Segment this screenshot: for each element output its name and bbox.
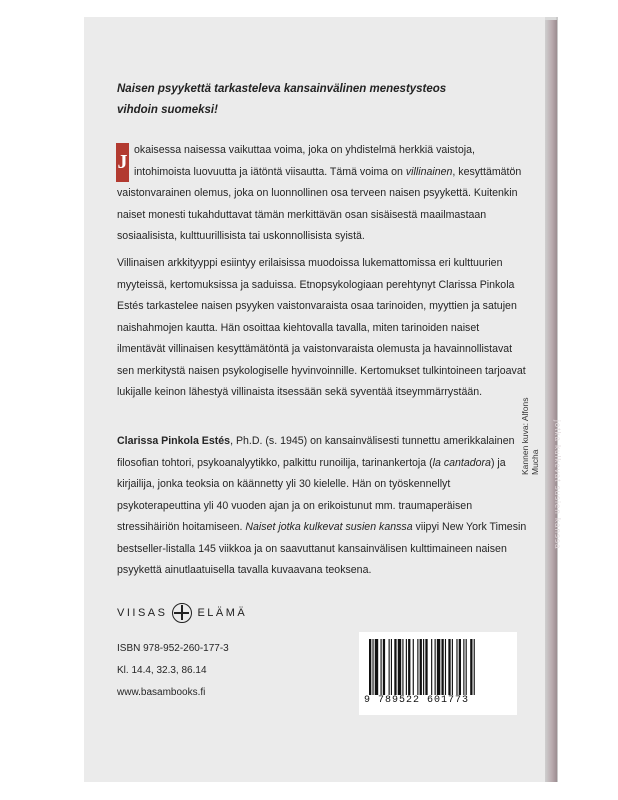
isbn: ISBN 978-952-260-177-3 [117, 643, 229, 654]
barcode-bar [413, 639, 414, 695]
bio-text-2: ) ja kirjailija, jonka teoksia on käännetty yli 30 kielelle. Hän on työskennellyt psykoterapeuttina yli 40 vuoden ajan ja on erikoistunut mm. traumaperäisen stressihäiriön hoitamiseen. [117, 456, 506, 533]
publisher-website: www.basambooks.fi [117, 687, 206, 698]
barcode-bar [425, 639, 427, 695]
barcode-bar [459, 639, 461, 695]
barcode-bar [372, 639, 373, 695]
barcode-bar [452, 639, 453, 695]
archetype-paragraph: Villinaisen arkkityyppi esiintyy erilaisissa muodoissa lukemattomissa eri kulttuurien myyteissä, kertomuksissa ja saduissa. Etnopsykologiaan perehtynyt Clarissa Pinkola Estés tarkastelee naisen psyyken vaistonvaraista osaa tarinoiden, myyttien ja satujen naishahmojen kautta. Hän osoittaa kiehtovalla tavalla, miten tarinoiden naiset ilmentävät villinaisen kesyttämätöntä ja vaistonvaraista olemusta ja havainnollistavat sen merkitystä naisen psykologiselle hyvinvoinnille. Kertomukset tulkintoineen tarjoavat lukijalle keinon lähestyä villinaista itsessään sekä syventää itseymmärrystään. [117, 257, 526, 398]
author-bio-paragraph [117, 431, 527, 582]
barcode-bar [394, 639, 396, 695]
barcode-bar [474, 639, 475, 695]
barcode-bar [441, 639, 443, 695]
barcode-bar [466, 639, 467, 695]
barcode-bar [398, 639, 401, 695]
barcode-bar [470, 639, 472, 695]
barcode-bar [391, 639, 392, 695]
library-classification: Kl. 14.4, 32.3, 86.14 [117, 665, 207, 676]
intro-text-1: okaisessa naisessa vaikuttaa voima, joka on yhdistelmä herkkiä vaistoja, intohimoista luovuutta ja iätöntä viisautta. Tämä voima on [134, 144, 475, 178]
intro-text-2: , kesyttämätön vaistonvarainen olemus, joka on luonnollinen osa terveen naisen psyykettä. Kuitenkin naiset monesti tukahduttavat tämän merkittävän osan sisäisestä maailmastaan sosiaalisista, kulttuurillisista tai uskonnollisista syistä. [117, 165, 522, 242]
book-title: Naiset jotka kulkevat susien kanssa [245, 521, 413, 533]
barcode-bar [389, 639, 390, 695]
barcode-bar [463, 639, 464, 695]
author-name: Clarissa Pinkola Estés [117, 435, 231, 447]
barcode-bars [369, 639, 509, 695]
barcode [359, 632, 517, 715]
publisher-emblem-icon [172, 603, 192, 623]
barcode-digits: 9 789522 601773 [364, 695, 470, 706]
cover-tagline [117, 79, 517, 121]
barcode-bar [381, 639, 382, 695]
book-spine [545, 20, 557, 782]
barcode-bar [406, 639, 407, 695]
barcode-bar [375, 639, 378, 695]
barcode-bar [437, 639, 440, 695]
barcode-bar [402, 639, 403, 695]
barcode-bar [456, 639, 457, 695]
intro-term: villinainen [405, 165, 453, 178]
publisher-logo [117, 602, 247, 624]
intro-paragraph [117, 140, 527, 248]
publisher-name-left: VIISAS [117, 607, 168, 619]
spine-title: jotka kulkevat susien kanssa [553, 420, 562, 550]
bio-term: la cantadora [432, 456, 491, 469]
barcode-bar [369, 639, 371, 695]
barcode-bar [420, 639, 422, 695]
publisher-name-right: ELÄMÄ [197, 607, 248, 619]
bio-text-3: viipyi New York Timesin bestseller-listalla 145 viikkoa ja on saavuttanut kansainvälisen kulttimaineen naisen psyykettä ainutlaatuisella tavalla kuvaavana teoksena. [117, 521, 527, 576]
tagline-line-2: vihdoin suomeksi! [117, 104, 218, 116]
bio-text-1: , Ph.D. (s. 1945) on kansainvälisesti tunnettu amerikkalainen filosofian tohtori, psykoanalyytikko, palkittu runoilija, tarinankertoja ( [117, 435, 515, 469]
barcode-bar [417, 639, 418, 695]
barcode-bar [431, 639, 432, 695]
barcode-bar [423, 639, 424, 695]
barcode-bar [435, 639, 436, 695]
barcode-bar [383, 639, 385, 695]
barcode-bar [408, 639, 410, 695]
barcode-bar [445, 639, 446, 695]
cover-image-credit: Kannen kuva: Alfons Mucha [520, 397, 540, 475]
barcode-bar [448, 639, 450, 695]
drop-cap: J [116, 143, 129, 182]
tagline-line-1: Naisen psyykettä tarkasteleva kansainvälinen menestysteos [117, 83, 447, 95]
